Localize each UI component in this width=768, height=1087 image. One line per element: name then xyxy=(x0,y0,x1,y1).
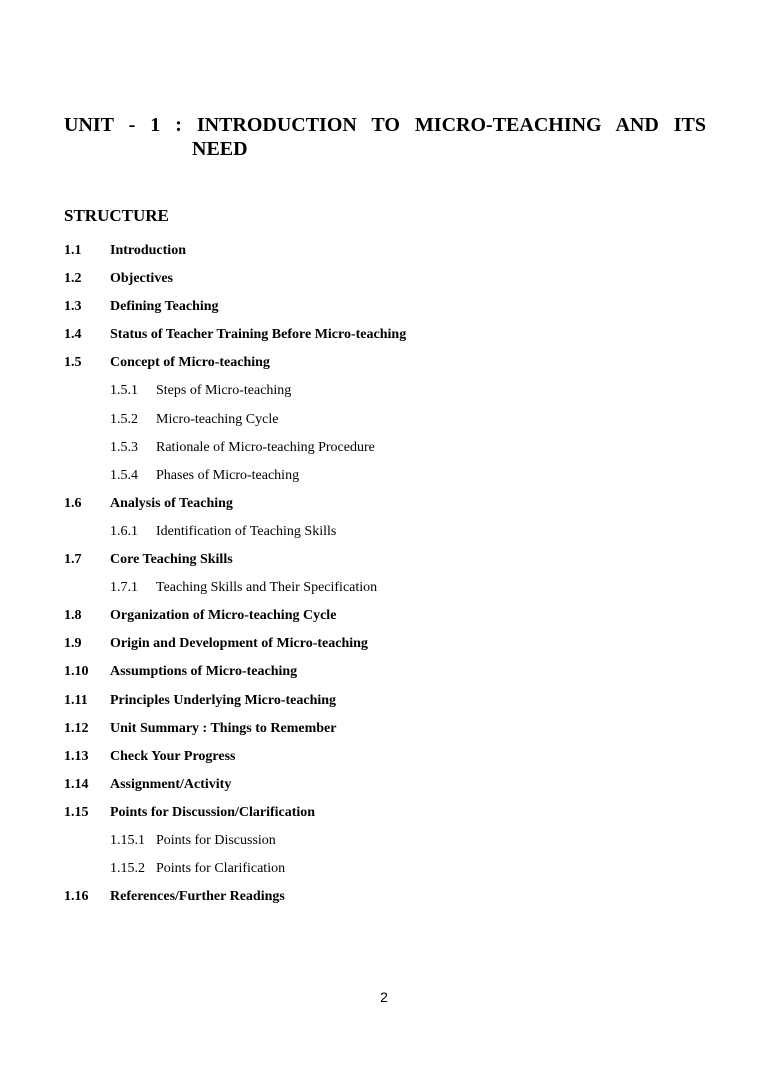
toc-entry-label: Points for Discussion/Clarification xyxy=(110,804,316,820)
toc-entry xyxy=(64,325,704,353)
toc-entry-label: Unit Summary : Things to Remember xyxy=(110,720,337,736)
toc-entry-label: Concept of Micro-teaching xyxy=(110,355,270,371)
toc-entry-number: 1.5.1 xyxy=(110,383,138,399)
unit-title-line2: NEED xyxy=(192,138,248,160)
toc-entry-number: 1.1 xyxy=(64,243,82,258)
toc-entry-number: 1.8 xyxy=(64,608,82,624)
toc-entry-label: Origin and Development of Micro-teaching xyxy=(110,636,368,652)
toc-subentry xyxy=(64,381,704,409)
toc-entry-number: 1.3 xyxy=(64,299,82,315)
toc-entry-label: References/Further Readings xyxy=(110,889,285,905)
table-of-contents xyxy=(64,241,704,915)
toc-entry-label: Identification of Teaching Skills xyxy=(156,523,337,539)
toc-entry-label: Introduction xyxy=(110,243,186,258)
toc-entry-label: Analysis of Teaching xyxy=(110,495,233,511)
toc-entry-label: Objectives xyxy=(110,271,173,287)
toc-entry xyxy=(64,606,704,634)
toc-subentry xyxy=(64,466,704,494)
toc-entry-label: Check Your Progress xyxy=(110,748,236,764)
toc-entry-label: Principles Underlying Micro-teaching xyxy=(110,692,337,708)
toc-entry-number: 1.5.3 xyxy=(110,439,138,455)
toc-entry-number: 1.7.1 xyxy=(110,580,138,596)
structure-heading: STRUCTURE xyxy=(64,206,169,225)
page-number: 2 xyxy=(380,989,388,1005)
toc-subentry xyxy=(64,859,704,887)
toc-entry-number: 1.5.2 xyxy=(110,411,138,427)
toc-entry-label: Assumptions of Micro-teaching xyxy=(110,664,298,680)
toc-entry-label: Steps of Micro-teaching xyxy=(156,383,292,399)
toc-entry-number: 1.14 xyxy=(64,776,89,792)
toc-entry xyxy=(64,634,704,662)
toc-entry xyxy=(64,494,704,522)
toc-entry xyxy=(64,550,704,578)
toc-entry-label: Assignment/Activity xyxy=(110,776,232,792)
toc-entry xyxy=(64,297,704,325)
toc-entry-number: 1.11 xyxy=(64,692,88,708)
toc-entry xyxy=(64,691,704,719)
toc-entry-number: 1.15 xyxy=(64,804,89,820)
toc-entry xyxy=(64,269,704,297)
toc-entry xyxy=(64,241,704,269)
toc-entry xyxy=(64,719,704,747)
toc-entry-number: 1.13 xyxy=(64,748,89,764)
toc-entry-label: Core Teaching Skills xyxy=(110,552,233,568)
toc-entry-number: 1.9 xyxy=(64,636,82,652)
toc-entry-label: Organization of Micro-teaching Cycle xyxy=(110,608,337,624)
toc-entry-label: Rationale of Micro-teaching Procedure xyxy=(156,439,375,455)
toc-entry-number: 1.2 xyxy=(64,271,82,287)
toc-entry-number: 1.6.1 xyxy=(110,523,138,539)
toc-entry-number: 1.7 xyxy=(64,552,82,568)
unit-title xyxy=(64,113,706,161)
unit-title-line1: UNIT - 1 : INTRODUCTION TO MICRO-TEACHING AND ITS xyxy=(64,114,706,136)
toc-entry-label: Defining Teaching xyxy=(110,299,219,315)
toc-entry-label: Status of Teacher Training Before Micro-teaching xyxy=(110,327,407,343)
toc-subentry xyxy=(64,410,704,438)
toc-entry xyxy=(64,775,704,803)
toc-entry-number: 1.10 xyxy=(64,664,89,680)
toc-entry-number: 1.12 xyxy=(64,720,89,736)
toc-entry-number: 1.5.4 xyxy=(110,467,138,483)
toc-entry-label: Points for Clarification xyxy=(156,861,286,877)
toc-subentry xyxy=(64,831,704,859)
toc-entry xyxy=(64,662,704,690)
toc-entry-number: 1.16 xyxy=(64,889,89,905)
toc-entry-label: Phases of Micro-teaching xyxy=(156,467,300,483)
toc-entry-number: 1.15.1 xyxy=(110,832,145,848)
toc-entry xyxy=(64,747,704,775)
toc-entry-number: 1.4 xyxy=(64,327,82,343)
toc-entry xyxy=(64,353,704,381)
toc-subentry xyxy=(64,578,704,606)
toc-entry xyxy=(64,887,704,915)
toc-entry xyxy=(64,803,704,831)
toc-subentry xyxy=(64,438,704,466)
toc-entry-label: Points for Discussion xyxy=(156,832,276,848)
toc-entry-label: Micro-teaching Cycle xyxy=(156,411,279,427)
toc-subentry xyxy=(64,522,704,550)
toc-entry-number: 1.6 xyxy=(64,495,82,511)
toc-entry-label: Teaching Skills and Their Specification xyxy=(156,580,378,596)
toc-entry-number: 1.5 xyxy=(64,355,82,371)
toc-entry-number: 1.15.2 xyxy=(110,861,145,877)
